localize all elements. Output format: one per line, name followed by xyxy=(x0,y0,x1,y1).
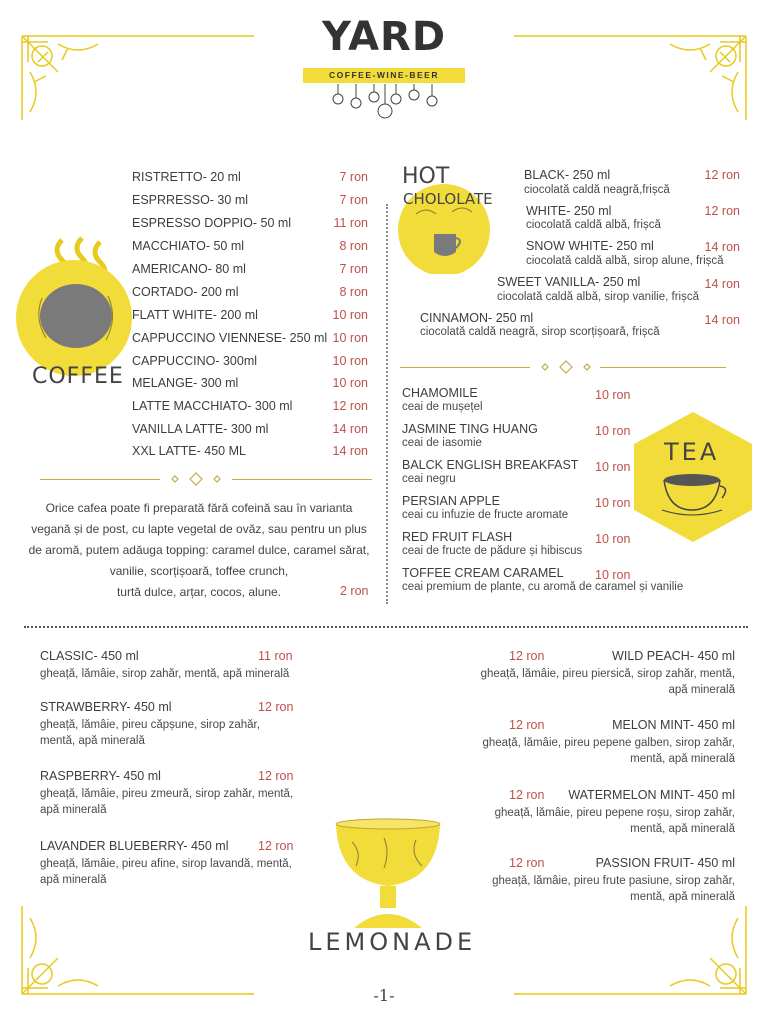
lemonade-item-desc: gheață, lămâie, pireu pepene roșu, sirop zahăr, xyxy=(494,807,735,819)
coffee-item-name: CAPPUCCINO VIENNESE- 250 ml xyxy=(132,331,328,345)
lemonade-item-name: LAVANDER BLUEBERRY- 450 ml xyxy=(40,839,229,853)
lemonade-item-name: CLASSIC- 450 ml xyxy=(40,649,139,663)
divider-line xyxy=(40,479,160,480)
coffee-item-price: 7 ron xyxy=(339,193,368,207)
tea-item-desc: ceai premium de plante, cu aromă de caramel și vanilie xyxy=(402,581,684,593)
lemonade-item-desc: gheață, lămâie, pireu zmeură, sirop zahăr, mentă, xyxy=(40,788,294,800)
lemonade-item-name: WATERMELON MINT- 450 ml xyxy=(568,788,735,802)
coffee-item-name: MELANGE- 300 ml xyxy=(132,376,239,390)
coffee-item-price: 12 ron xyxy=(332,399,368,413)
note-line: vegană și de post, cu lapte vegetal de ovăz, sau pentru un plus xyxy=(31,522,367,536)
chocolate-item-desc: ciocolată caldă neagră,frișcă xyxy=(524,184,670,196)
tea-item-name: CHAMOMILE xyxy=(402,386,478,400)
coffee-item-price: 10 ron xyxy=(332,308,368,322)
tea-item-desc: ceai de fructe de pădure și hibiscus xyxy=(402,545,583,557)
chocolate-item-name: WHITE- 250 ml xyxy=(526,204,612,218)
coffee-item-name: XXL LATTE- 450 ML xyxy=(132,444,246,458)
chocolate-item-price: 14 ron xyxy=(704,277,740,291)
tea-item-price: 10 ron xyxy=(595,460,631,474)
coffee-item-price: 14 ron xyxy=(332,422,368,436)
lemonade-item-price: 12 ron xyxy=(258,839,294,853)
brand-name: YARD xyxy=(321,14,447,60)
tea-item-desc: ceai de mușețel xyxy=(402,401,483,413)
tea-item-price: 10 ron xyxy=(595,496,631,510)
lemonade-item-name: WILD PEACH- 450 ml xyxy=(612,649,735,663)
tea-item-price: 10 ron xyxy=(595,424,631,438)
corner-ornament-icon xyxy=(510,900,750,998)
note-line: turtă dulce, arțar, cocos, alune. xyxy=(116,585,282,599)
column-divider xyxy=(386,204,388,604)
section-separator xyxy=(24,626,748,628)
lemonade-item-price: 12 ron xyxy=(509,856,545,870)
divider-line xyxy=(232,479,372,480)
lemonade-item-price: 12 ron xyxy=(509,718,545,732)
chocolate-item-desc: ciocolată caldă albă, sirop alune, frișcă xyxy=(526,255,724,267)
coffee-item-name: CORTADO- 200 ml xyxy=(132,285,239,299)
lemonade-item-desc: mentă, apă minerală xyxy=(630,823,735,835)
tea-item-name: RED FRUIT FLASH xyxy=(402,530,513,544)
coffee-item-name: VANILLA LATTE- 300 ml xyxy=(132,422,269,436)
chocolate-item-name: SWEET VANILLA- 250 ml xyxy=(497,275,641,289)
diamond-divider-icon xyxy=(166,472,226,486)
lemonade-item-desc: apă minerală xyxy=(40,874,107,886)
tea-cup-icon xyxy=(632,410,754,544)
note-line: vanilie, scorțișoară, toffee crunch, xyxy=(109,564,289,578)
bulb-icon xyxy=(328,84,442,124)
divider-line xyxy=(400,367,530,368)
divider-line xyxy=(600,367,726,368)
coffee-item-name: CAPPUCCINO- 300ml xyxy=(132,354,258,368)
hot-chocolate-title: HOT xyxy=(402,164,450,189)
coffee-item-price: 10 ron xyxy=(332,331,368,345)
chocolate-item-desc: ciocolată caldă albă, sirop vanilie, frișcă xyxy=(497,291,699,303)
coffee-item-price: 7 ron xyxy=(339,170,368,184)
tea-item-desc: ceai de iasomie xyxy=(402,437,482,449)
lemonade-item-desc: mentă, apă minerală xyxy=(40,735,145,747)
coffee-item-price: 10 ron xyxy=(332,376,368,390)
lemonade-item-price: 12 ron xyxy=(258,700,294,714)
lemonade-item-price: 12 ron xyxy=(258,769,294,783)
brand-tagline: COFFEE-WINE-BEER xyxy=(303,68,465,83)
lemonade-item-desc: gheață, lămâie, pireu frute pasiune, sirop zahăr, xyxy=(492,875,735,887)
lemonade-item-desc: gheață, lămâie, sirop zahăr, mentă, apă minerală xyxy=(40,668,290,680)
note-price: 2 ron xyxy=(340,584,369,598)
lemonade-item-name: MELON MINT- 450 ml xyxy=(612,718,735,732)
lemonade-item-desc: gheață, lămâie, pireu pepene galben, sirop zahăr, xyxy=(482,737,735,749)
chocolate-item-price: 14 ron xyxy=(704,313,740,327)
tea-item-price: 10 ron xyxy=(595,532,631,546)
chocolate-item-name: CINNAMON- 250 ml xyxy=(420,311,534,325)
coffee-note xyxy=(24,498,374,603)
hot-chocolate-title: CHOLOLATE xyxy=(403,190,493,208)
lemonade-item-desc: gheață, lămâie, pireu căpșune, sirop zahăr, xyxy=(40,719,260,731)
coffee-item-price: 7 ron xyxy=(339,262,368,276)
coffee-item-price: 11 ron xyxy=(333,216,368,230)
tea-item-name: TOFFEE CREAM CARAMEL xyxy=(402,566,564,580)
chocolate-item-name: BLACK- 250 ml xyxy=(524,168,611,182)
lemonade-item-name: PASSION FRUIT- 450 ml xyxy=(595,856,735,870)
coffee-item-price: 8 ron xyxy=(339,239,368,253)
lemonade-item-desc: mentă, apă minerală xyxy=(630,753,735,765)
lemonade-item-desc: apă minerală xyxy=(668,684,735,696)
tea-item-price: 10 ron xyxy=(595,388,631,402)
lemonade-item-desc: apă minerală xyxy=(40,804,107,816)
tea-item-desc: ceai negru xyxy=(402,473,456,485)
corner-ornament-icon xyxy=(18,32,258,124)
diamond-divider-icon xyxy=(536,360,596,374)
tea-title: TEA xyxy=(664,438,720,466)
tea-item-name: JASMINE TING HUANG xyxy=(402,422,538,436)
chocolate-item-price: 14 ron xyxy=(704,240,740,254)
note-line: de aromă, putem adăuga topping: caramel dulce, caramel sărat, xyxy=(28,543,370,557)
lemonade-goblet-icon xyxy=(332,818,444,934)
coffee-item-name: FLATT WHITE- 200 ml xyxy=(132,308,258,322)
lemonade-title: LEMONADE xyxy=(308,928,477,956)
lemonade-item-price: 12 ron xyxy=(509,649,545,663)
lemonade-item-desc: gheață, lămâie, pireu afine, sirop lavandă, mentă, xyxy=(40,858,292,870)
tea-item-name: PERSIAN APPLE xyxy=(402,494,500,508)
coffee-item-price: 8 ron xyxy=(339,285,368,299)
coffee-title: COFFEE xyxy=(32,364,124,389)
coffee-item-name: RISTRETTO- 20 ml xyxy=(132,170,241,184)
corner-ornament-icon xyxy=(510,32,750,124)
coffee-item-name: ESPRESSO DOPPIO- 50 ml xyxy=(132,216,292,230)
note-line: Orice cafea poate fi preparată fără cofeină sau în varianta xyxy=(45,501,353,515)
chocolate-item-price: 12 ron xyxy=(704,168,740,182)
chocolate-item-desc: ciocolată caldă neagră, sirop scorțișoară, frișcă xyxy=(420,326,660,338)
lemonade-item-price: 12 ron xyxy=(509,788,545,802)
lemonade-item-desc: mentă, apă minerală xyxy=(630,891,735,903)
coffee-item-name: ESPRRESSO- 30 ml xyxy=(132,193,249,207)
lemonade-item-name: STRAWBERRY- 450 ml xyxy=(40,700,172,714)
corner-ornament-icon xyxy=(18,900,258,998)
tea-item-price: 10 ron xyxy=(595,568,631,582)
chocolate-item-name: SNOW WHITE- 250 ml xyxy=(526,239,654,253)
coffee-item-name: AMERICANO- 80 ml xyxy=(132,262,246,276)
chocolate-item-desc: ciocolată caldă albă, frișcă xyxy=(526,219,661,231)
page-number: -1- xyxy=(373,986,395,1005)
chocolate-item-price: 12 ron xyxy=(704,204,740,218)
coffee-item-price: 14 ron xyxy=(332,444,368,458)
tea-item-name: BALCK ENGLISH BREAKFAST xyxy=(402,458,579,472)
lemonade-item-desc: gheață, lămâie, pireu piersică, sirop zahăr, mentă, xyxy=(480,668,735,680)
coffee-item-name: LATTE MACCHIATO- 300 ml xyxy=(132,399,293,413)
lemonade-item-price: 11 ron xyxy=(258,649,293,663)
coffee-item-price: 10 ron xyxy=(332,354,368,368)
coffee-item-name: MACCHIATO- 50 ml xyxy=(132,239,245,253)
lemonade-item-name: RASPBERRY- 450 ml xyxy=(40,769,161,783)
tea-item-desc: ceai cu infuzie de fructe aromate xyxy=(402,509,569,521)
